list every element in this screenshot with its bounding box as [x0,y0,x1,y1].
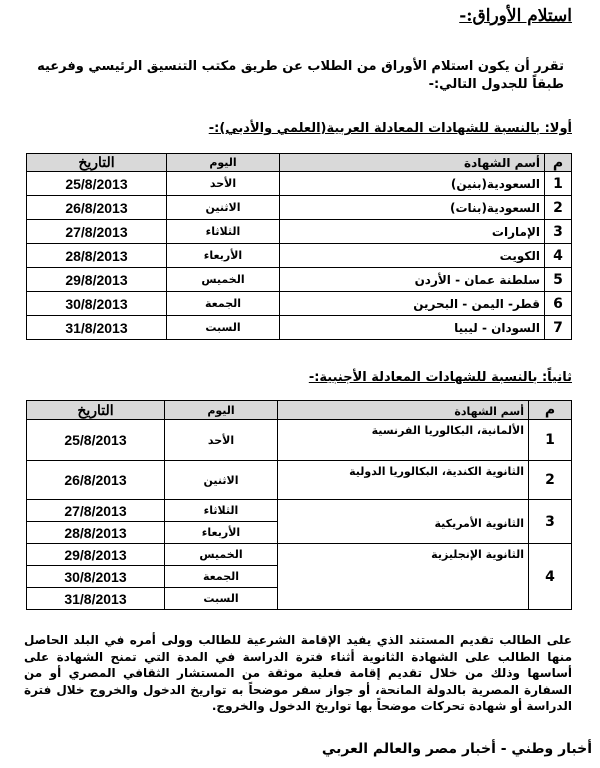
table-row [27,292,572,316]
arab-certificates-table [26,153,572,340]
table-row [27,316,572,340]
col-header-num: م [529,401,572,420]
row-name: السعودية(بنات) [280,196,545,220]
row-date: 28/8/2013 [27,522,165,544]
table-row [27,268,572,292]
foreign-certificates-table [26,400,572,610]
col-header-name: أسم الشهادة [280,154,545,172]
row-date: 30/8/2013 [27,566,165,588]
row-name: الثانوية الكندية، البكالوريا الدولية [278,461,529,500]
row-day: الخميس [167,268,280,292]
row-date: 27/8/2013 [27,500,165,522]
row-num: 6 [545,292,572,316]
row-day: الأربعاء [165,522,278,544]
row-name: السعودية(بنين) [280,172,545,196]
row-num: 3 [545,220,572,244]
row-day: الخميس [165,544,278,566]
row-day: الأحد [167,172,280,196]
row-date: 30/8/2013 [27,292,167,316]
table-header-row [27,401,572,420]
row-name: الألمانية، البكالوريا الفرنسية [278,420,529,461]
col-header-name: أسم الشهادة [278,401,529,420]
row-name: الثانوية الإنجليزية [278,544,529,610]
row-name: الإمارات [280,220,545,244]
table-row [27,420,572,461]
row-name: قطر- اليمن - البحرين [280,292,545,316]
row-date: 25/8/2013 [27,172,167,196]
row-num: 2 [545,196,572,220]
row-name: سلطنة عمان - الأردن [280,268,545,292]
row-date: 26/8/2013 [27,196,167,220]
row-num: 3 [529,500,572,544]
row-day: السبت [167,316,280,340]
row-day: الثلاثاء [167,220,280,244]
row-day: الجمعة [167,292,280,316]
row-num: 4 [545,244,572,268]
table-row [27,244,572,268]
row-day: الأحد [165,420,278,461]
table-row [27,544,572,566]
row-day: الجمعة [165,566,278,588]
row-num: 4 [529,544,572,610]
table-row [27,461,572,500]
row-date: 28/8/2013 [27,244,167,268]
row-date: 31/8/2013 [27,316,167,340]
table-row [27,220,572,244]
col-header-num: م [545,154,572,172]
table-row [27,196,572,220]
col-header-date: التاريخ [27,154,167,172]
row-date: 27/8/2013 [27,220,167,244]
row-date: 31/8/2013 [27,588,165,610]
row-num: 2 [529,461,572,500]
row-day: الاثنين [165,461,278,500]
row-day: السبت [165,588,278,610]
row-num: 1 [545,172,572,196]
row-day: الثلاثاء [165,500,278,522]
row-name: السودان - ليبيا [280,316,545,340]
row-day: الأربعاء [167,244,280,268]
col-header-day: اليوم [165,401,278,420]
closing-paragraph: على الطالب تقديم المستند الذي يفيد الإقامة الشرعية للطالب وولى أمره في البلد الحاصل منها الطالب على الشهادة الثانوية أثناء فترة الدراسة في المدة التي تمنح الشهادة على أساسها وذلك من خلال تقديم إقامة فعلية موثقة من المستشار الثقافي المصري أو من السفارة المصرية بالدولة المانحة، أو جواز سفر موضحاً به تواريخ الدخول والخروج خلال فترة الدراسة أو شهادة تحركات موضحاً بها تواريخ الدخول والخروج. [24,633,572,713]
row-name: الكويت [280,244,545,268]
table-header-row [27,154,572,172]
row-num: 1 [529,420,572,461]
row-date: 25/8/2013 [27,420,165,461]
row-day: الاثنين [167,196,280,220]
row-num: 7 [545,316,572,340]
table-row [27,500,572,522]
row-date: 29/8/2013 [27,544,165,566]
row-name: الثانوية الأمريكية [278,500,529,544]
section1-heading: أولا: بالنسبة للشهادات المعادلة العربية(العلمي والأدبي):- [208,121,572,136]
section2-heading: ثانياً: بالنسبة للشهادات المعادلة الأجنبية:- [308,370,572,385]
page-title: استلام الأوراق:- [459,6,572,26]
intro-paragraph: تقرر أن يكون استلام الأوراق من الطلاب عن طريق مكتب التنسيق الرئيسي وفرعيه طبقاً للجدول التالي:- [37,59,564,92]
table-row [27,172,572,196]
row-date: 26/8/2013 [27,461,165,500]
col-header-day: اليوم [167,154,280,172]
col-header-date: التاريخ [27,401,165,420]
footer-caption: أخبار وطني - أخبار مصر والعالم العربي [321,741,592,757]
row-date: 29/8/2013 [27,268,167,292]
row-num: 5 [545,268,572,292]
